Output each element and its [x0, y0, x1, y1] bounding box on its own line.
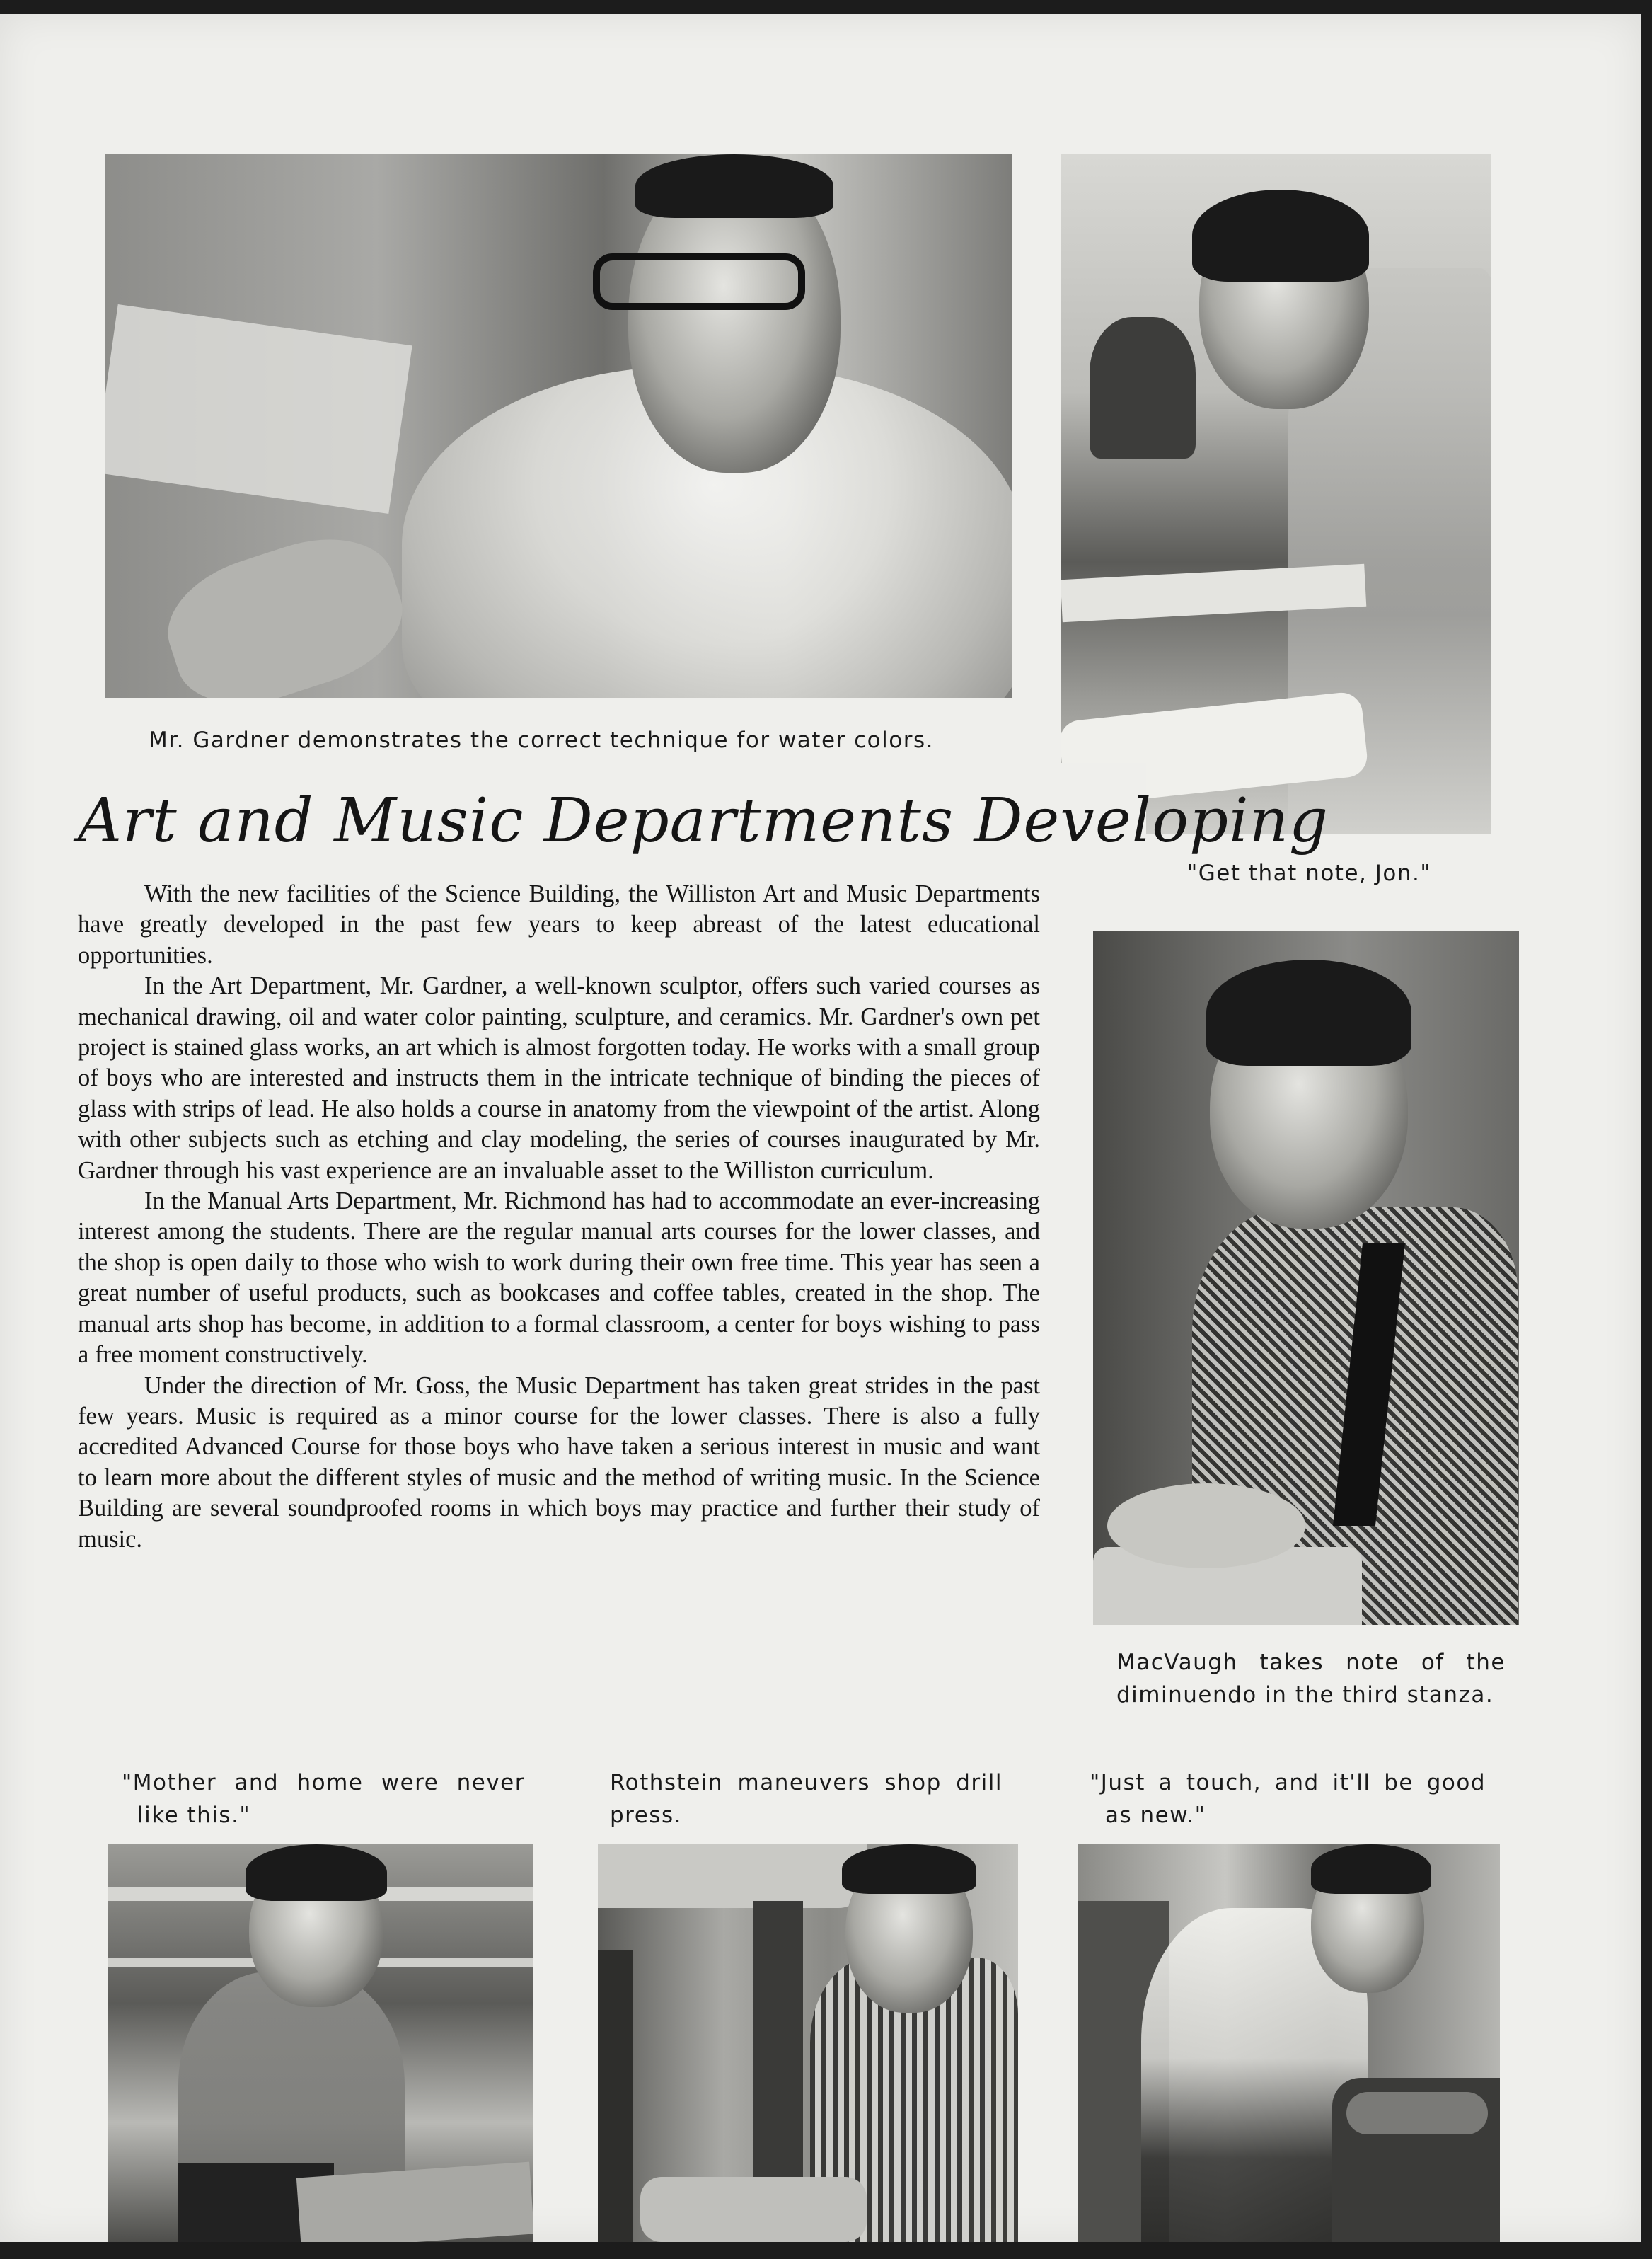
caption-macvaugh-line-1: MacVaugh takes note of the — [1116, 1650, 1506, 1675]
caption-rothstein — [610, 1766, 1003, 1832]
photo-macvaugh — [1093, 931, 1519, 1625]
caption-mr-gardner: Mr. Gardner demonstrates the correct technique for water colors. — [149, 728, 934, 753]
caption-touch-line-2: as new." — [1105, 1803, 1206, 1828]
photo-just-a-touch — [1078, 1844, 1500, 2242]
caption-rothstein-line-1: Rothstein maneuvers shop drill — [610, 1770, 1003, 1795]
caption-touch-line-1: "Just a touch, and it'll be good — [1090, 1770, 1486, 1795]
caption-rothstein-line-2: press. — [610, 1803, 682, 1828]
yearbook-page — [0, 14, 1641, 2242]
photo-rothstein-drill-press — [598, 1844, 1018, 2242]
caption-macvaugh-line-2: diminuendo in the third stanza. — [1116, 1682, 1494, 1708]
article-headline: Art and Music Departments Developing — [78, 786, 1329, 856]
photo-mr-gardner — [105, 154, 1012, 698]
caption-macvaugh — [1116, 1646, 1506, 1711]
article-paragraph-4: Under the direction of Mr. Goss, the Music Department has taken great strides in the past few years. Music is required as a minor course for the lower classes. There is also a fully accredited Advanced Course for those boys who have taken a serious interest in music and want to learn more about the different styles of music and the method of writing music. In the Science Building are several soundproofed rooms in which boys may practice and further their study of music. — [78, 1372, 1040, 1553]
article-body — [78, 879, 1040, 1555]
caption-get-that-note: "Get that note, Jon." — [1187, 861, 1432, 886]
photo-mother-and-home — [108, 1844, 533, 2242]
caption-mother-line-1: "Mother and home were never — [122, 1770, 525, 1795]
caption-just-a-touch — [1090, 1766, 1486, 1832]
article-paragraph-1: With the new facilities of the Science Building, the Williston Art and Music Departments have greatly developed in the past few years to keep abreast of the latest educational opportunities. — [78, 880, 1040, 969]
caption-mother-and-home — [122, 1766, 525, 1832]
article-paragraph-3: In the Manual Arts Department, Mr. Richmond has had to accommodate an ever-increasing interest among the students. There are the regular manual arts courses for the lower classes, and the shop is open daily to those who wish to work during their own free time. This year has seen a great number of useful products, such as bookcases and coffee tables, created in the shop. The manual arts shop has become, in addition to a formal classroom, a center for boys wishing to pass a free moment constructively. — [78, 1188, 1040, 1369]
caption-mother-line-2: like this." — [137, 1803, 251, 1828]
photo-get-that-note — [1061, 154, 1491, 834]
article-paragraph-2: In the Art Department, Mr. Gardner, a well-known sculptor, offers such varied courses as mechanical drawing, oil and water color painting, sculpture, and ceramics. Mr. Gardner's own pet project is stained glass works, an art which is almost forgotten today. He works with a small group of boys who are interested and instructs them in the intricate technique of binding the pieces of glass with strips of lead. He also holds a course in anatomy from the viewpoint of the artist. Along with other subjects such as etching and clay modeling, the series of courses inaugurated by Mr. Gardner through his vast experience are an invaluable asset to the Williston curriculum. — [78, 972, 1040, 1184]
